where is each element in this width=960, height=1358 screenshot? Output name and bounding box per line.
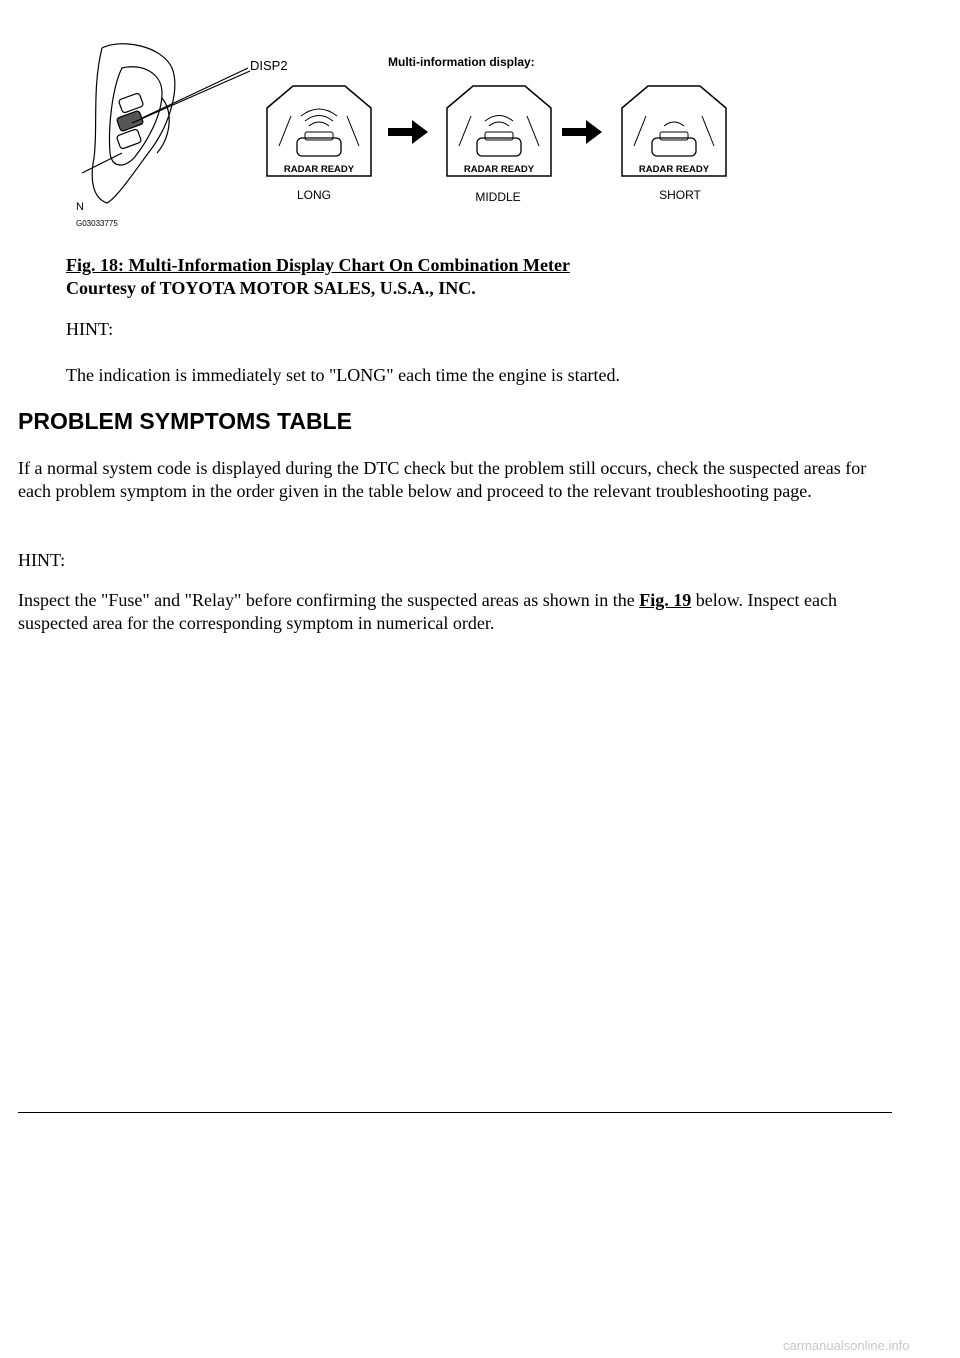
inspect-text-after: below. Inspect each suspected area for the corresponding symptom in numerical order.: [18, 590, 837, 633]
hint-label: HINT:: [66, 319, 114, 339]
figure-header: Multi-information display:: [388, 55, 535, 69]
disp2-label: DISP2: [250, 58, 288, 73]
panel-label-short: SHORT: [659, 188, 701, 202]
panel-label-middle: MIDDLE: [475, 190, 521, 204]
display-panel-short: [622, 86, 726, 176]
site-watermark: carmanualsonline.info: [783, 1338, 910, 1353]
figure-caption: [66, 254, 570, 300]
panel-screen-text: RADAR READY: [463, 164, 535, 175]
multi-information-display-figure: [62, 28, 752, 236]
figure-title-link[interactable]: Fig. 18: Multi-Information Display Chart On Combination Meter: [66, 255, 570, 275]
figure-illustration: [62, 28, 752, 236]
figure-courtesy: Courtesy of TOYOTA MOTOR SALES, U.S.A., INC.: [66, 278, 476, 298]
fig-19-link[interactable]: Fig. 19: [639, 590, 692, 610]
inspect-text-before: Inspect the "Fuse" and "Relay" before confirming the suspected areas as shown in the: [18, 590, 640, 610]
display-panel-middle: [447, 86, 551, 176]
panel-label-long: LONG: [296, 188, 332, 202]
figure-id: G03033775: [76, 219, 118, 228]
intro-paragraph: If a normal system code is displayed during the DTC check but the problem still occurs, check the suspected areas for each problem symptom in the order given in the table below and proceed to the relevant troubleshooting page.: [18, 458, 867, 501]
panel-screen-text: RADAR READY: [638, 164, 710, 175]
display-panel-long: [267, 86, 371, 176]
arrow-right-icon: [562, 120, 602, 144]
panel-screen-text: RADAR READY: [283, 164, 355, 175]
inspect-paragraph: [18, 589, 878, 635]
steering-switch-sketch: [82, 44, 250, 203]
indication-text: The indication is immediately set to "LONG" each time the engine is started.: [66, 365, 621, 385]
n-label: N: [76, 201, 84, 213]
section-heading: PROBLEM SYMPTOMS TABLE: [18, 408, 352, 434]
page-divider: [18, 1112, 892, 1113]
hint-label: HINT:: [18, 550, 66, 570]
arrow-right-icon: [388, 120, 428, 144]
